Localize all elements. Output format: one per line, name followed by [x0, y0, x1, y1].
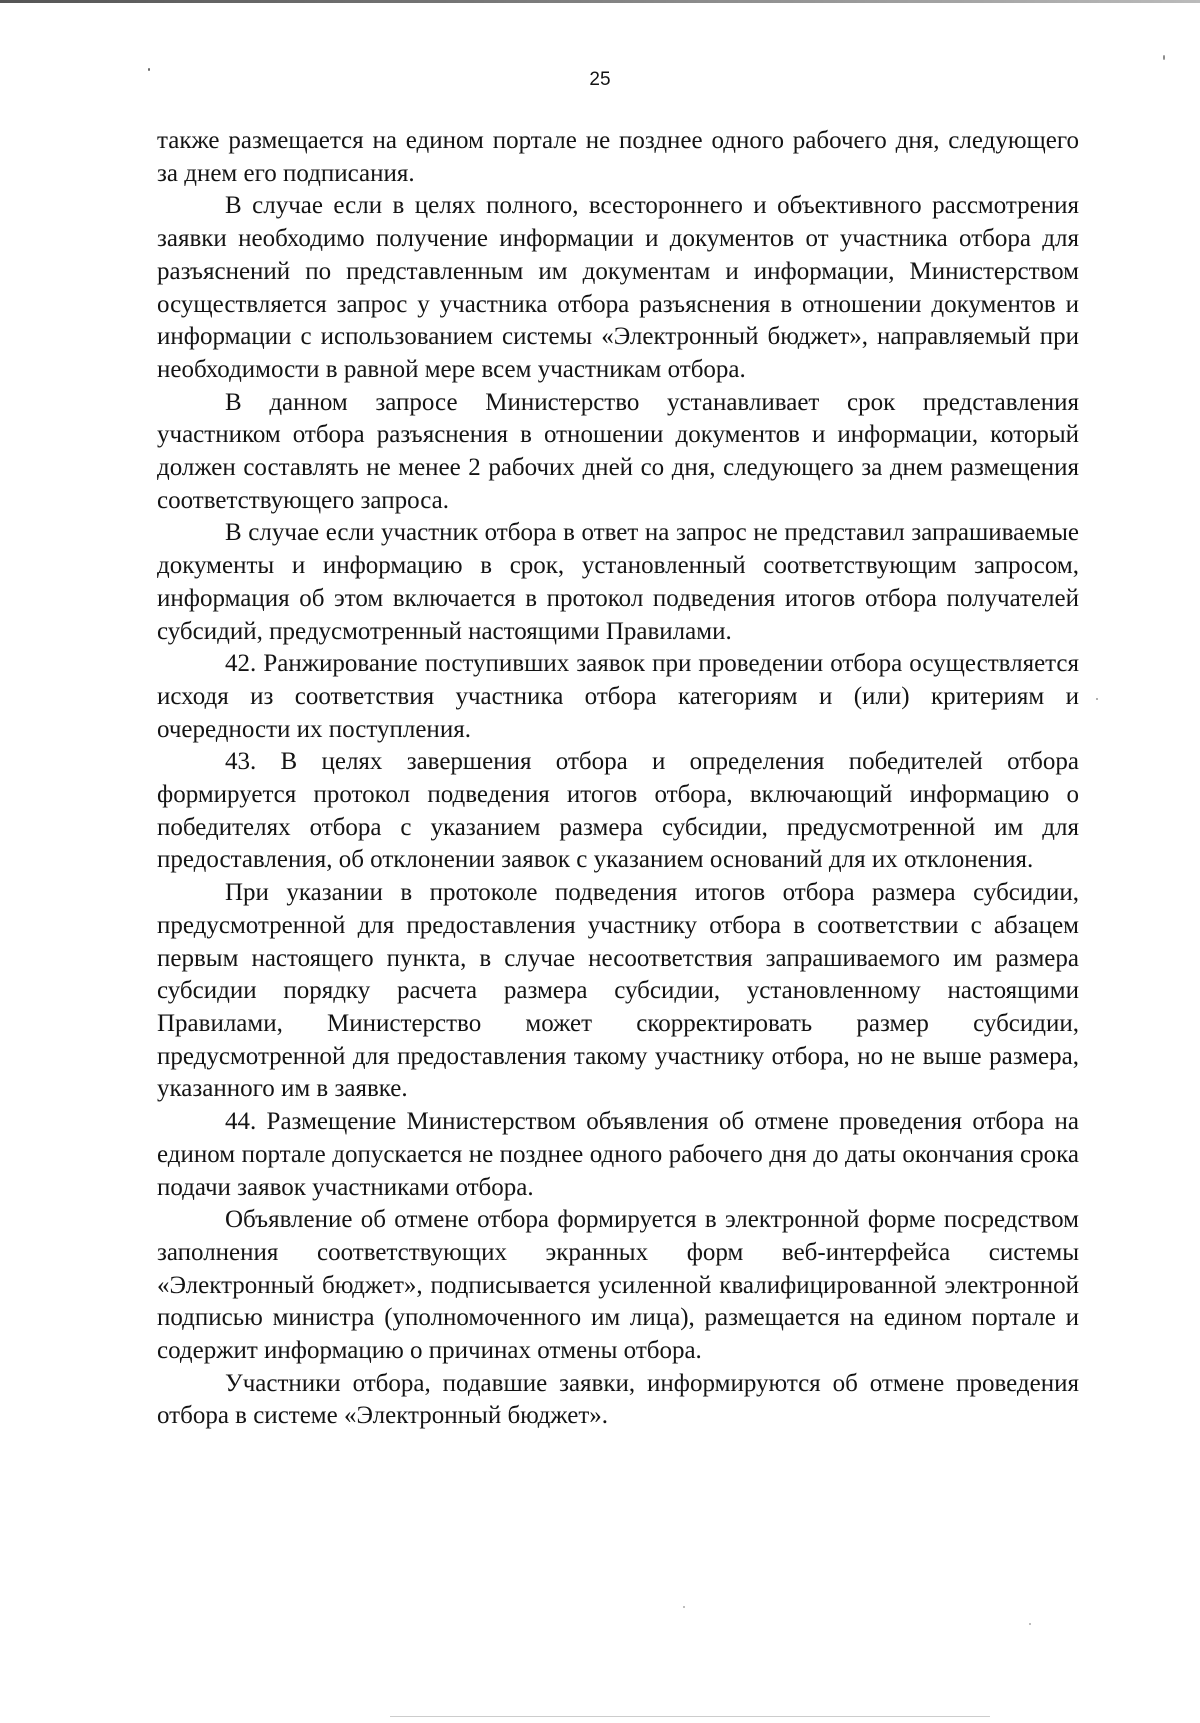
scan-speck — [1096, 698, 1098, 700]
scan-speck — [683, 1606, 685, 1608]
scan-top-edge — [0, 0, 1200, 3]
paragraph-item-43: 43. В целях завершения отбора и определения победителей отбора формируется протокол подведения итогов отбора, включающий информацию о победителях отбора с указанием размера субсидии, предусмотренной им для предоставления, об отклонении заявок с указанием оснований для их отклонения. — [157, 748, 1079, 874]
scan-speck — [148, 68, 150, 71]
paragraph-clarification-request: В случае если в целях полного, всестороннего и объективного рассмотрения заявки необходимо получение информации и документов от участника отбора для разъяснений по представленным им документам и информации, Министерством осуществляется запрос у участника отбора разъяснения в отношении документов и информации с использованием системы «Электронный бюджет», направляемый при необходимости в равной мере всем участникам отбора. — [157, 192, 1079, 383]
paragraph-participants-informed: Участники отбора, подавшие заявки, информируются об отмене проведения отбора в системе «Электронный бюджет». — [157, 1369, 1079, 1430]
paragraph-no-response: В случае если участник отбора в ответ на запрос не представил запрашиваемые документы и информацию в срок, установленный соответствующим запросом, информация об этом включается в протокол подведения итогов отбора получателей субсидий, предусмотренный настоящими Правилами. — [157, 519, 1079, 645]
paragraph-subsidy-adjustment: При указании в протоколе подведения итогов отбора размера субсидии, предусмотренной для предоставления участнику отбора в соответствии с абзацем первым настоящего пункта, в случае несоответствия запрашиваемого им размера субсидии порядку расчета размера субсидии, установленному настоящими Правилами, Министерство может скорректировать размер субсидии, предусмотренной для предоставления такому участнику отбора, но не выше размера, указанного им в заявке. — [157, 879, 1079, 1103]
paragraph-item-44: 44. Размещение Министерством объявления об отмене проведения отбора на едином портале допускается не позднее одного рабочего дня до даты окончания срока подачи заявок участниками отбора. — [157, 1108, 1079, 1201]
scan-speck — [1029, 1623, 1031, 1625]
paragraph-request-deadline: В данном запросе Министерство устанавливает срок представления участником отбора разъяснения в отношении документов и информации, который должен составлять не менее 2 рабочих дней со дня, следующего за днем размещения соответствующего запроса. — [157, 388, 1079, 514]
document-body — [157, 125, 1079, 1433]
paragraph-item-42: 42. Ранжирование поступивших заявок при проведении отбора осуществляется исходя из соответствия участника отбора категориям и (или) критериям и очередности их поступления. — [157, 650, 1079, 743]
paragraph-continuation: также размещается на едином портале не позднее одного рабочего дня, следующего за днем его подписания. — [157, 127, 1079, 187]
scan-speck — [1163, 55, 1165, 60]
page-number: 25 — [589, 69, 611, 90]
scan-bottom-edge — [390, 1716, 990, 1717]
paragraph-cancellation-notice: Объявление об отмене отбора формируется в электронной форме посредством заполнения соответствующих экранных форм веб-интерфейса системы «Электронный бюджет», подписывается усиленной квалифицированной электронной подписью министра (уполномоченного им лица), размещается на едином портале и содержит информацию о причинах отмены отбора. — [157, 1206, 1079, 1365]
